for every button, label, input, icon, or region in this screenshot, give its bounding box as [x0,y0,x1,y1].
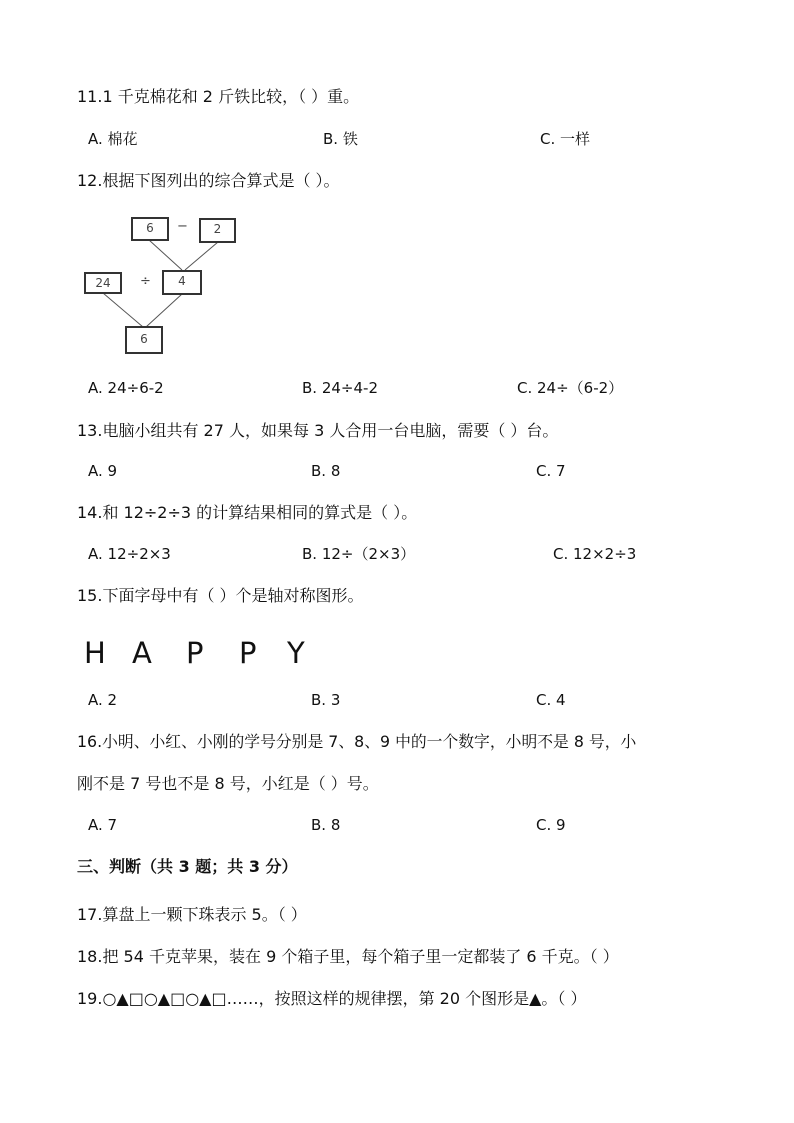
diagram-box-24: 24 [84,272,122,294]
question-19: 19.○▲□○▲□○▲□……，按照这样的规律摆，第 20 个图形是▲。（ ） [77,989,587,1008]
q11-option-c[interactable]: C. 一样 [540,130,591,148]
q16-option-a[interactable]: A. 7 [88,816,118,834]
question-14: 14.和 12÷2÷3 的计算结果相同的算式是（ ）。 [77,503,418,522]
question-13: 13.电脑小组共有 27 人，如果每 3 人合用一台电脑，需要（ ）台。 [77,421,559,440]
section-3-heading: 三、判断（共 3 题；共 3 分） [77,857,298,876]
diagram-line-4-to-6 [146,294,182,327]
q11-option-a[interactable]: A. 棉花 [88,130,138,148]
diagram-line-2-to-4 [185,242,218,270]
q13-option-a[interactable]: A. 9 [88,462,118,480]
question-18: 18.把 54 千克苹果，装在 9 个箱子里，每个箱子里一定都装了 6 千克。（ ） [77,947,619,966]
question-11: 11.1 千克棉花和 2 斤铁比较，（ ）重。 [77,87,360,106]
question-15: 15.下面字母中有（ ）个是轴对称图形。 [77,586,364,605]
q15-option-c[interactable]: C. 4 [536,691,566,709]
question-16-line-2: 刚不是 7 号也不是 8 号，小红是（ ）号。 [77,774,379,793]
q12-option-b[interactable]: B. 24÷4-2 [302,379,378,397]
question-16-line-1: 16.小明、小红、小刚的学号分别是 7、8、9 中的一个数字，小明不是 8 号，小 [77,732,637,751]
diagram-box-2: 2 [199,218,236,243]
q11-option-b[interactable]: B. 铁 [323,130,358,148]
q14-option-b[interactable]: B. 12÷（2×3） [302,545,416,563]
diagram-minus-sign: − [177,219,188,234]
q14-option-a[interactable]: A. 12÷2×3 [88,545,171,563]
diagram-line-24-to-6 [103,293,143,327]
q16-option-b[interactable]: B. 8 [311,816,341,834]
q15-option-a[interactable]: A. 2 [88,691,118,709]
diagram-box-4: 4 [162,270,202,295]
diagram-divide-sign: ÷ [140,274,151,289]
q13-option-c[interactable]: C. 7 [536,462,566,480]
letter-p-1: P [186,636,204,670]
diagram-line-6-to-4 [149,240,182,270]
q12-option-c[interactable]: C. 24÷（6-2） [517,379,624,397]
q16-option-c[interactable]: C. 9 [536,816,566,834]
letter-y: Y [287,636,305,670]
diagram-box-6-bottom: 6 [125,326,163,354]
diagram-box-6-top: 6 [131,217,169,241]
letter-a: A [132,636,152,670]
question-12: 12.根据下图列出的综合算式是（ ）。 [77,171,340,190]
letter-p-2: P [239,636,257,670]
q14-option-c[interactable]: C. 12×2÷3 [553,545,637,563]
q12-option-a[interactable]: A. 24÷6-2 [88,379,164,397]
q13-option-b[interactable]: B. 8 [311,462,341,480]
question-17: 17.算盘上一颗下珠表示 5。（ ） [77,905,307,924]
q15-option-b[interactable]: B. 3 [311,691,341,709]
letter-h: H [84,636,106,670]
